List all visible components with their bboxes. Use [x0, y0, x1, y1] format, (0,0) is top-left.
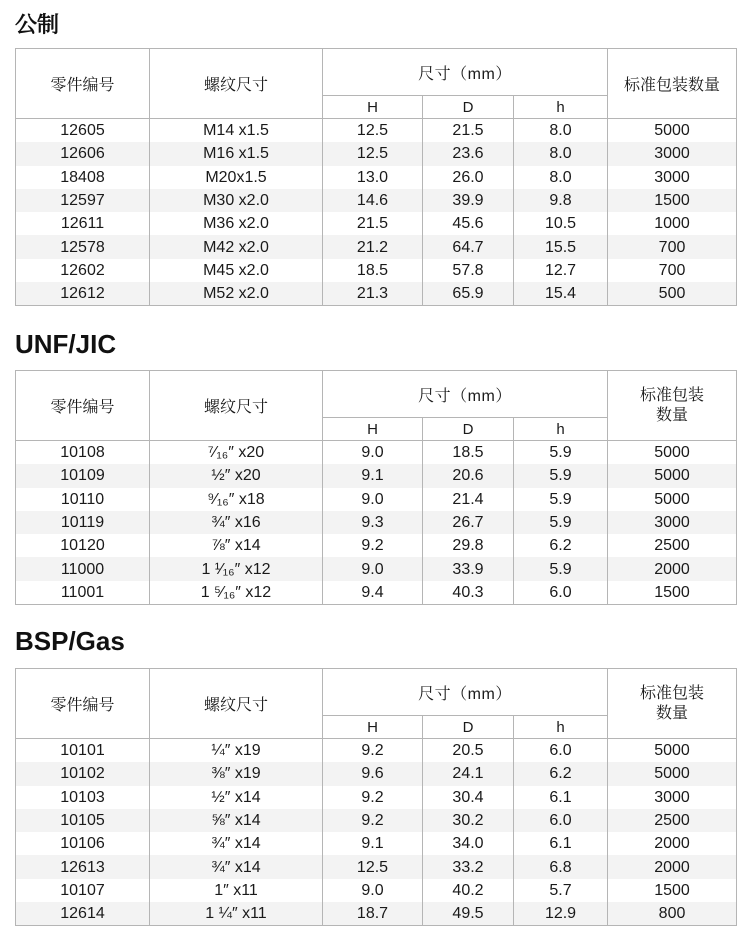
cell-h: 8.0 — [514, 142, 608, 165]
cell-std-pack-qty: 1500 — [608, 189, 737, 212]
cell-H: 9.1 — [323, 832, 423, 855]
table-row — [16, 786, 737, 809]
header-std-pack-qty-line1: 标准包装 — [640, 684, 705, 702]
cell-D: 26.0 — [423, 166, 514, 189]
cell-thread-size: ⅝″ x14 — [150, 809, 323, 832]
cell-part-no: 11001 — [16, 581, 150, 605]
cell-thread-size: M36 x2.0 — [150, 212, 323, 235]
cell-thread-size: ⅜″ x19 — [150, 762, 323, 785]
cell-D: 30.2 — [423, 809, 514, 832]
cell-thread-size: 1 ⁵⁄₁₆″ x12 — [150, 581, 323, 605]
cell-D: 30.4 — [423, 786, 514, 809]
header-H: H — [323, 418, 423, 441]
cell-thread-size: M42 x2.0 — [150, 235, 323, 258]
cell-H: 9.2 — [323, 739, 423, 763]
cell-h: 5.9 — [514, 557, 608, 580]
cell-std-pack-qty: 1000 — [608, 212, 737, 235]
cell-H: 9.0 — [323, 879, 423, 902]
cell-std-pack-qty: 5000 — [608, 488, 737, 511]
cell-h: 5.9 — [514, 464, 608, 487]
cell-H: 21.2 — [323, 235, 423, 258]
cell-D: 24.1 — [423, 762, 514, 785]
cell-part-no: 12597 — [16, 189, 150, 212]
header-std-pack-qty-line1: 标准包装 — [640, 386, 705, 404]
cell-std-pack-qty: 5000 — [608, 739, 737, 763]
cell-H: 14.6 — [323, 189, 423, 212]
cell-D: 33.2 — [423, 855, 514, 878]
table-row — [16, 855, 737, 878]
cell-h: 6.2 — [514, 534, 608, 557]
cell-part-no: 10102 — [16, 762, 150, 785]
cell-H: 12.5 — [323, 142, 423, 165]
cell-thread-size: ⁹⁄₁₆″ x18 — [150, 488, 323, 511]
cell-part-no: 10109 — [16, 464, 150, 487]
header-D: D — [423, 96, 514, 119]
cell-thread-size: 1 ¹⁄₁₆″ x12 — [150, 557, 323, 580]
header-part-no: 零件编号 — [16, 669, 150, 739]
cell-H: 9.4 — [323, 581, 423, 605]
cell-h: 6.2 — [514, 762, 608, 785]
cell-std-pack-qty: 5000 — [608, 762, 737, 785]
table-row — [16, 557, 737, 580]
cell-thread-size: ¾″ x16 — [150, 511, 323, 534]
cell-h: 15.5 — [514, 235, 608, 258]
cell-thread-size: M20x1.5 — [150, 166, 323, 189]
cell-part-no: 10107 — [16, 879, 150, 902]
cell-part-no: 10106 — [16, 832, 150, 855]
cell-part-no: 10101 — [16, 739, 150, 763]
cell-std-pack-qty: 1500 — [608, 581, 737, 605]
cell-std-pack-qty: 3000 — [608, 511, 737, 534]
header-std-pack-qty: 标准包装数量 — [608, 49, 737, 119]
spec-table-metric — [15, 48, 737, 306]
cell-H: 9.0 — [323, 557, 423, 580]
table-row — [16, 902, 737, 926]
cell-std-pack-qty: 5000 — [608, 119, 737, 143]
cell-H: 9.1 — [323, 464, 423, 487]
cell-h: 5.7 — [514, 879, 608, 902]
table-row — [16, 282, 737, 306]
cell-D: 40.2 — [423, 879, 514, 902]
cell-H: 12.5 — [323, 119, 423, 143]
cell-H: 18.5 — [323, 259, 423, 282]
cell-part-no: 18408 — [16, 166, 150, 189]
header-h: h — [514, 716, 608, 739]
cell-h: 8.0 — [514, 119, 608, 143]
cell-h: 6.0 — [514, 809, 608, 832]
cell-H: 9.0 — [323, 441, 423, 465]
header-std-pack-qty-line2: 数量 — [656, 704, 689, 722]
cell-D: 64.7 — [423, 235, 514, 258]
table-row — [16, 534, 737, 557]
cell-std-pack-qty: 5000 — [608, 441, 737, 465]
cell-std-pack-qty: 3000 — [608, 142, 737, 165]
cell-std-pack-qty: 2500 — [608, 809, 737, 832]
header-std-pack-qty — [608, 371, 737, 441]
cell-part-no: 12614 — [16, 902, 150, 926]
cell-h: 9.8 — [514, 189, 608, 212]
table-row — [16, 166, 737, 189]
cell-H: 21.3 — [323, 282, 423, 306]
header-h: h — [514, 418, 608, 441]
cell-h: 12.9 — [514, 902, 608, 926]
cell-h: 5.9 — [514, 441, 608, 465]
table-row — [16, 119, 737, 143]
table-row — [16, 511, 737, 534]
cell-h: 6.1 — [514, 786, 608, 809]
cell-D: 45.6 — [423, 212, 514, 235]
cell-H: 21.5 — [323, 212, 423, 235]
cell-D: 65.9 — [423, 282, 514, 306]
cell-thread-size: ⅞″ x14 — [150, 534, 323, 557]
cell-D: 21.4 — [423, 488, 514, 511]
cell-std-pack-qty: 700 — [608, 235, 737, 258]
cell-thread-size: M14 x1.5 — [150, 119, 323, 143]
cell-thread-size: ¼″ x19 — [150, 739, 323, 763]
cell-D: 20.5 — [423, 739, 514, 763]
cell-thread-size: 1″ x11 — [150, 879, 323, 902]
header-thread-size: 螺纹尺寸 — [150, 49, 323, 119]
cell-H: 9.2 — [323, 786, 423, 809]
section-title: UNF/JIC — [15, 329, 117, 359]
cell-part-no: 10108 — [16, 441, 150, 465]
cell-D: 23.6 — [423, 142, 514, 165]
table-row — [16, 441, 737, 465]
cell-part-no: 10120 — [16, 534, 150, 557]
cell-D: 18.5 — [423, 441, 514, 465]
cell-part-no: 12605 — [16, 119, 150, 143]
cell-H: 18.7 — [323, 902, 423, 926]
cell-D: 57.8 — [423, 259, 514, 282]
cell-part-no: 12602 — [16, 259, 150, 282]
cell-h: 5.9 — [514, 511, 608, 534]
header-D: D — [423, 716, 514, 739]
table-row — [16, 235, 737, 258]
cell-D: 40.3 — [423, 581, 514, 605]
table-row — [16, 762, 737, 785]
header-dimensions: 尺寸（mm） — [323, 669, 608, 716]
cell-part-no: 11000 — [16, 557, 150, 580]
cell-part-no: 10105 — [16, 809, 150, 832]
cell-thread-size: M16 x1.5 — [150, 142, 323, 165]
cell-part-no: 12578 — [16, 235, 150, 258]
cell-H: 9.6 — [323, 762, 423, 785]
cell-std-pack-qty: 2000 — [608, 855, 737, 878]
cell-part-no: 10103 — [16, 786, 150, 809]
cell-part-no: 10110 — [16, 488, 150, 511]
cell-part-no: 12613 — [16, 855, 150, 878]
cell-thread-size: ¾″ x14 — [150, 855, 323, 878]
cell-D: 21.5 — [423, 119, 514, 143]
cell-thread-size: M30 x2.0 — [150, 189, 323, 212]
cell-std-pack-qty: 5000 — [608, 464, 737, 487]
cell-part-no: 10119 — [16, 511, 150, 534]
header-std-pack-qty-line2: 数量 — [656, 406, 689, 424]
table-row — [16, 488, 737, 511]
cell-H: 12.5 — [323, 855, 423, 878]
cell-H: 9.2 — [323, 534, 423, 557]
cell-h: 10.5 — [514, 212, 608, 235]
cell-h: 5.9 — [514, 488, 608, 511]
cell-std-pack-qty: 500 — [608, 282, 737, 306]
cell-part-no: 12606 — [16, 142, 150, 165]
spec-table-unf-jic — [15, 370, 737, 605]
cell-D: 33.9 — [423, 557, 514, 580]
cell-h: 6.0 — [514, 739, 608, 763]
header-H: H — [323, 96, 423, 119]
table-row — [16, 739, 737, 763]
cell-D: 20.6 — [423, 464, 514, 487]
cell-part-no: 12611 — [16, 212, 150, 235]
cell-D: 39.9 — [423, 189, 514, 212]
cell-H: 13.0 — [323, 166, 423, 189]
table-row — [16, 464, 737, 487]
cell-part-no: 12612 — [16, 282, 150, 306]
cell-thread-size: M45 x2.0 — [150, 259, 323, 282]
spec-table-bsp-gas — [15, 668, 737, 926]
section-title: 公制 — [15, 12, 60, 37]
cell-std-pack-qty: 700 — [608, 259, 737, 282]
cell-D: 49.5 — [423, 902, 514, 926]
table-row — [16, 832, 737, 855]
table-row — [16, 189, 737, 212]
table-row — [16, 259, 737, 282]
table-row — [16, 142, 737, 165]
cell-std-pack-qty: 2000 — [608, 832, 737, 855]
cell-thread-size: ½″ x14 — [150, 786, 323, 809]
cell-D: 26.7 — [423, 511, 514, 534]
header-thread-size: 螺纹尺寸 — [150, 669, 323, 739]
cell-std-pack-qty: 3000 — [608, 786, 737, 809]
table-row — [16, 809, 737, 832]
table-row — [16, 879, 737, 902]
cell-thread-size: 1 ¼″ x11 — [150, 902, 323, 926]
header-H: H — [323, 716, 423, 739]
cell-H: 9.3 — [323, 511, 423, 534]
table-row — [16, 581, 737, 605]
cell-std-pack-qty: 2500 — [608, 534, 737, 557]
cell-D: 34.0 — [423, 832, 514, 855]
cell-H: 9.2 — [323, 809, 423, 832]
cell-h: 8.0 — [514, 166, 608, 189]
cell-h: 6.8 — [514, 855, 608, 878]
cell-thread-size: ¾″ x14 — [150, 832, 323, 855]
section-title: BSP/Gas — [15, 626, 125, 656]
cell-std-pack-qty: 1500 — [608, 879, 737, 902]
header-thread-size: 螺纹尺寸 — [150, 371, 323, 441]
header-part-no: 零件编号 — [16, 371, 150, 441]
header-part-no: 零件编号 — [16, 49, 150, 119]
cell-std-pack-qty: 800 — [608, 902, 737, 926]
cell-h: 6.0 — [514, 581, 608, 605]
header-std-pack-qty — [608, 669, 737, 739]
cell-std-pack-qty: 3000 — [608, 166, 737, 189]
header-dimensions: 尺寸（mm） — [323, 371, 608, 418]
cell-h: 15.4 — [514, 282, 608, 306]
cell-thread-size: ⁷⁄₁₆″ x20 — [150, 441, 323, 465]
header-dimensions: 尺寸（mm） — [323, 49, 608, 96]
cell-h: 12.7 — [514, 259, 608, 282]
table-row — [16, 212, 737, 235]
header-h: h — [514, 96, 608, 119]
cell-h: 6.1 — [514, 832, 608, 855]
cell-D: 29.8 — [423, 534, 514, 557]
cell-H: 9.0 — [323, 488, 423, 511]
header-D: D — [423, 418, 514, 441]
cell-thread-size: ½″ x20 — [150, 464, 323, 487]
cell-thread-size: M52 x2.0 — [150, 282, 323, 306]
cell-std-pack-qty: 2000 — [608, 557, 737, 580]
